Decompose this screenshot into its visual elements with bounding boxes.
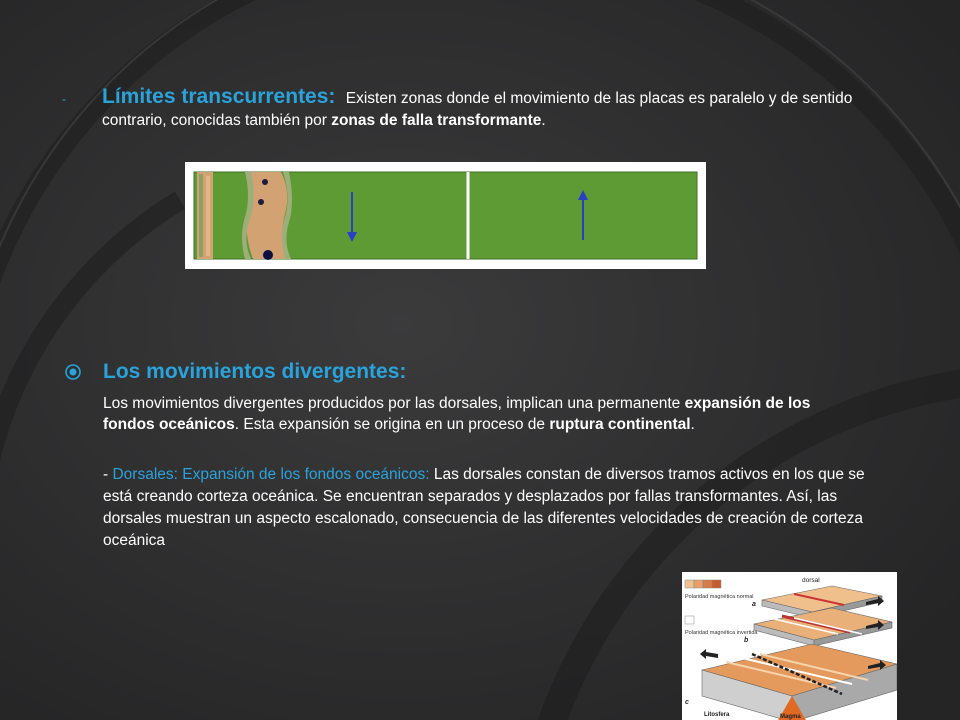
litosfera-label: Litosfera <box>704 712 730 718</box>
dorsales-heading: Dorsales: Expansión de los fondos oceánicos: <box>112 466 430 483</box>
magma-label: Magma <box>780 714 801 720</box>
transcurrentes-heading: Límites transcurrentes: <box>102 85 336 108</box>
legend-normal-label: Polaridad magnética normal <box>685 594 754 600</box>
divergentes-text-a: Los movimientos divergentes producidos por las dorsales, implican una permanente <box>103 395 681 412</box>
legend-normal-swatch <box>685 580 721 588</box>
transcurrentes-end: . <box>541 112 546 129</box>
ruptura-term: ruptura continental <box>549 416 691 433</box>
dorsal-illustration <box>682 572 897 720</box>
divergentes-paragraph <box>103 393 843 435</box>
magma-spot <box>258 199 264 205</box>
block-c <box>702 644 897 720</box>
ridge-strip-center <box>242 172 292 260</box>
dorsales-text: Las dorsales constan de diversos tramos activos en los que se está creando corteza oceánica. Se encuentran separados y desplazados por fallas transformantes. Así, las dorsales muestran un aspecto escalonado, consecuencia de las diferentes velocidades de creación de corteza oceánica <box>103 466 865 549</box>
circle-bullet-icon <box>64 363 82 381</box>
label-a: a <box>752 601 756 608</box>
divergentes-heading: Los movimientos divergentes: <box>103 360 407 383</box>
divergentes-end: . <box>690 416 695 433</box>
magma-spot <box>263 250 273 260</box>
dorsales-dash: - <box>103 466 113 483</box>
magma-spot <box>262 179 268 185</box>
legend-invertida-label: Polaridad magnética invertida <box>685 630 758 636</box>
dorsal-diagram <box>682 572 897 720</box>
legend-invertida-swatch <box>685 616 694 624</box>
dash-marker: - <box>62 92 66 106</box>
label-c: c <box>685 699 689 706</box>
label-b: b <box>744 637 749 644</box>
transcurrentes-text: Existen zonas donde el movimiento de las placas es paralelo y de sentido contrario, conocidas también por <box>102 90 853 129</box>
expansion-term: expansión de los fondos oceánicos <box>103 395 811 433</box>
transform-fault-term: zonas de falla transformante <box>331 112 542 129</box>
dorsal-label: dorsal <box>802 577 820 584</box>
transform-fault-diagram <box>185 162 706 269</box>
ridge-strip-left <box>197 172 213 259</box>
transcurrentes-content <box>62 86 862 132</box>
divergentes-text-b: . Esta expansión se origina en un proceso de <box>234 416 545 433</box>
transcurrentes-bullet <box>62 86 862 132</box>
dorsales-paragraph <box>103 464 883 552</box>
transform-fault-illustration <box>185 162 706 269</box>
